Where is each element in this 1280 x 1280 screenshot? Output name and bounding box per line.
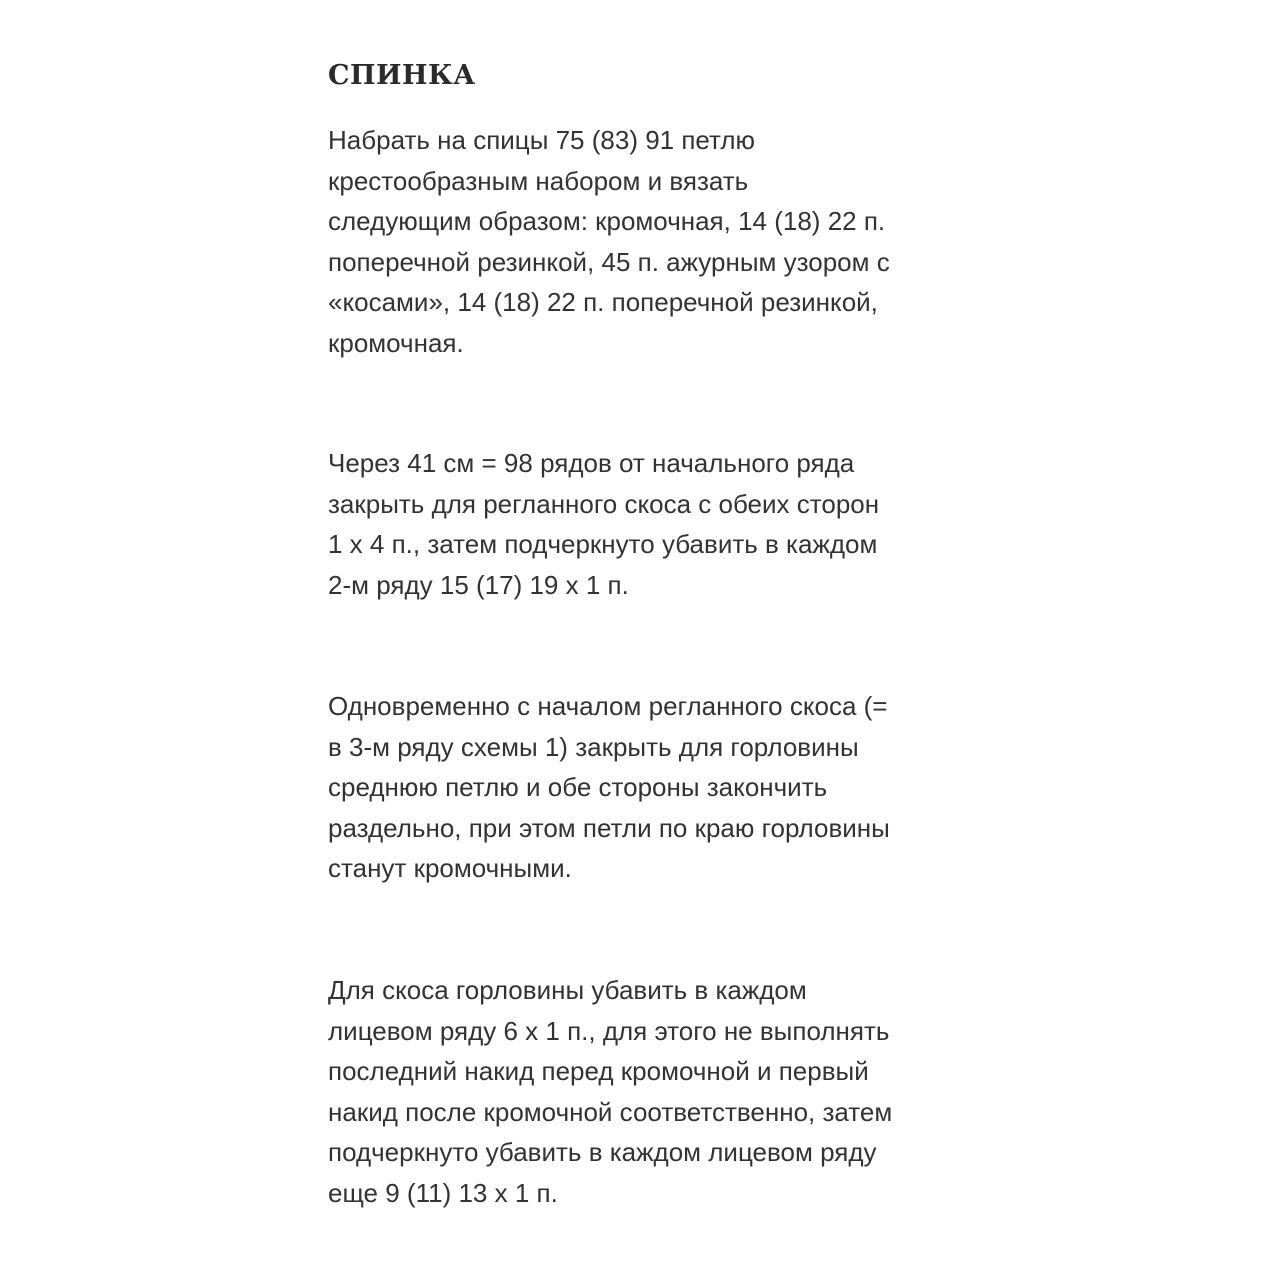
document [328,50,968,1208]
text-line: еще 9 (11) 13 х 1 п. [328,1177,558,1208]
text-line: Для скоса горловины убавить в каждом [328,975,807,1005]
text-line: следующим образом: кромочная, 14 (18) 22 п. [328,206,886,236]
paragraph-neckline [328,686,890,889]
text-line: крестообразным набором и вязать [328,165,749,196]
paragraph-raglan [328,443,879,605]
text-line: лицевом ряду 6 х 1 п., для этого не выполнять [328,1015,890,1046]
text-line: «косами», 14 (18) 22 п. поперечной резинкой, [328,287,878,317]
text-line: станут кромочными. [328,853,572,883]
text-line: подчеркнуто убавить в каждом лицевом ряду [328,1137,877,1167]
text-line: поперечной резинкой, 45 п. ажурным узором с [328,246,890,277]
text-line: закрыть для регланного скоса с обеих сторон [328,488,880,519]
text-line: 1 х 4 п., затем подчеркнуто убавить в каждом [328,529,878,559]
text-line: кромочная. [328,327,464,358]
text-line: накид после кромочной соответственно, затем [328,1096,893,1127]
text-line: последний накид перед кромочной и первый [328,1056,869,1086]
text-line: 2-м ряду 15 (17) 19 х 1 п. [328,569,629,600]
text-line: Через 41 см = 98 рядов от начального ряда [328,448,855,478]
paragraph-neck-decrease [328,970,892,1213]
paragraph-cast-on [328,120,890,363]
text-line: в 3-м ряду схемы 1) закрыть для горловины [328,731,859,762]
text-line: Набрать на спицы 75 (83) 91 петлю [328,125,756,155]
section-title: СПИНКА [328,60,476,91]
text-line: среднюю петлю и обе стороны закончить [328,772,828,802]
text-line: Одновременно с началом регланного скоса (= [328,691,888,721]
text-line: раздельно, при этом петли по краю горловины [328,812,890,843]
